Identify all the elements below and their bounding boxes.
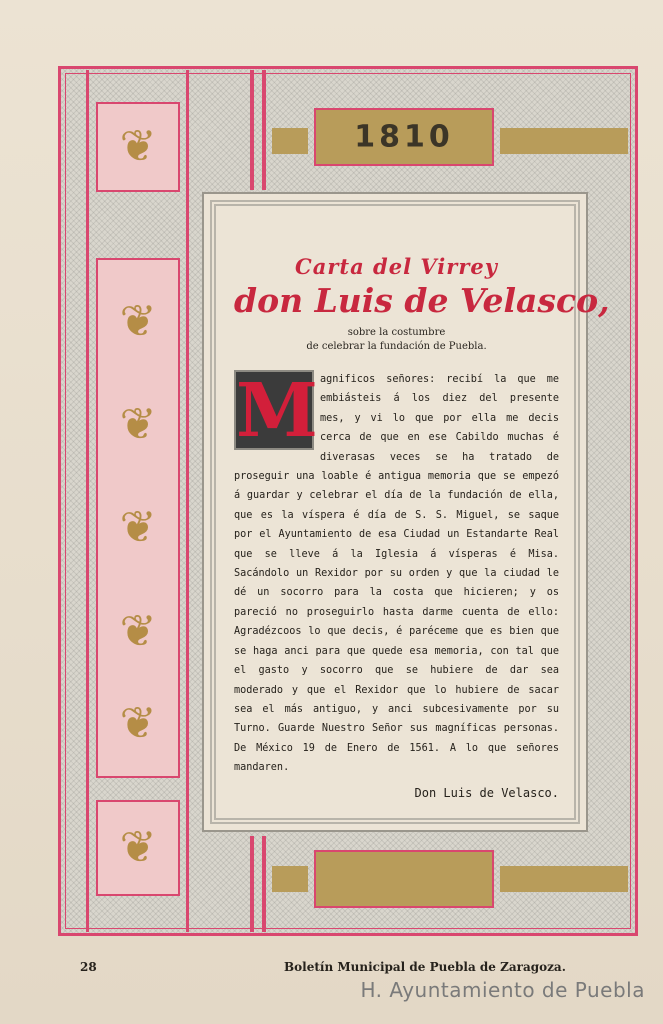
letter-subtitle-line2: de celebrar la fundación de Puebla. <box>306 341 487 352</box>
drop-cap-letter: M <box>236 368 318 454</box>
letter-text <box>234 370 559 778</box>
letter-title-line1: Carta del Virrey <box>295 254 498 279</box>
frame-stripe-top-b <box>262 70 266 190</box>
letter-body-text: agnificos señores: recibí la que me embiásteis á los diez del presente mes, y vi lo que por ella me decis cerca de que en ese Cabildo muchas é diverasas veces se ha tratado de proseguir una loable é antigua memoria que se empezó á guardar y celebrar el día de la fundación de ella, que es la víspera é día de S. S. Miguel, se saque por el Ayuntamiento de esa Ciudad un Estandarte Real que se lleve á la Iglesia á vísperas é Misa. Sacándolo un Rexidor por su orden y que la ciudad le dé un socorro para la costa que hicieren; y os pareció no proseguirlo hasta darme cuenta de ello: Agradézcoos lo que decis, é paréceme que es bien que se haga anci para que quede esa memoria, con tal que el gasto y socorro que se hubiere de dar sea moderado y que el Rexidor que lo hubiere de sacar sea el más antiguo, y anci subcesivamente por su Turno. Guarde Nuestro Señor sus magníficas personas. De México 19 de Enero de 1561. A lo que señores mandaren. <box>234 374 559 774</box>
top-tab-text: 1810 <box>354 119 454 155</box>
leaf-ornament-top <box>96 102 180 192</box>
journal-title: Boletín Municipal de Puebla de Zaragoza. <box>284 960 566 974</box>
frame-stripe-left <box>86 70 89 932</box>
leaf-icon: ❦ <box>119 502 157 554</box>
frame-stripe-bottom-a <box>250 836 254 932</box>
leaf-icon: ❦ <box>119 822 157 873</box>
leaf-ornament-column <box>96 258 180 778</box>
top-ornament-tab <box>314 108 494 166</box>
leaf-icon: ❦ <box>119 605 157 657</box>
letter-signature: Don Luis de Velasco. <box>414 785 559 800</box>
drop-cap <box>234 368 318 454</box>
frame-stripe-top-a <box>250 70 254 190</box>
leaf-icon: ❦ <box>119 399 157 451</box>
gold-band-bottom-right <box>500 866 628 892</box>
gold-band-top-right <box>500 128 628 154</box>
leaf-icon: ❦ <box>119 295 157 347</box>
gold-band-bottom-left <box>272 866 308 892</box>
gold-band-top-left <box>272 128 308 154</box>
bottom-ornament-tab <box>314 850 494 908</box>
page-number: 28 <box>80 960 97 974</box>
letter-subtitle-line1: sobre la costumbre <box>347 327 446 338</box>
leaf-icon: ❦ <box>119 121 157 172</box>
watermark: H. Ayuntamiento de Puebla <box>360 978 645 1002</box>
letter-panel <box>202 192 610 832</box>
frame-stripe-left-2 <box>186 70 189 932</box>
frame-stripe-bottom-b <box>262 836 266 932</box>
letter-body <box>234 254 610 800</box>
letter-title-line2: don Luis de Velasco, <box>234 281 610 320</box>
leaf-icon: ❦ <box>119 698 157 750</box>
leaf-ornament-bottom <box>96 800 180 896</box>
